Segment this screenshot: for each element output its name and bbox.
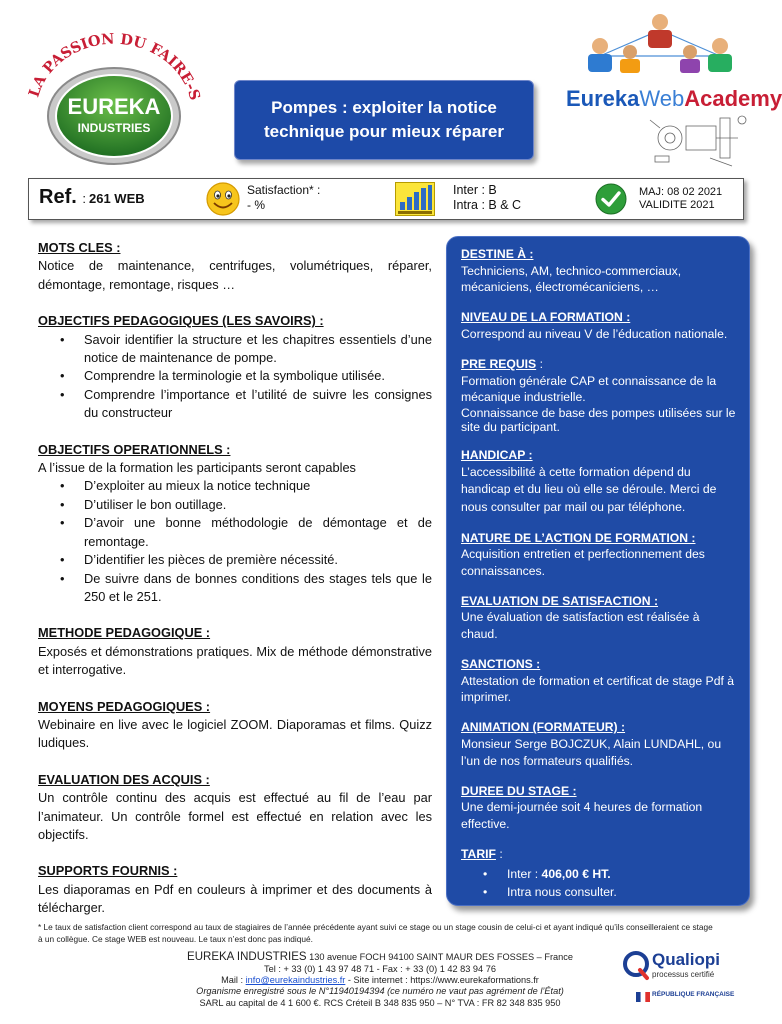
section-text: Une évaluation de satisfaction est réalisée à chaud. [461,610,700,642]
section-heading: DESTINE À : [461,247,534,261]
section-heading: ANIMATION (FORMATEUR) : [461,720,626,735]
section-heading: PRE REQUIS : [461,356,543,371]
section-text: Une demi-journée soit 4 heures de formation effective. [461,800,703,831]
section-prerequis [461,356,737,434]
course-details-right [446,236,750,906]
pump-drawing-icon [650,116,746,166]
checkmark-icon [595,183,627,215]
eureka-web-academy-logo [560,8,782,178]
course-details-left [38,239,432,936]
company-legal: SARL au capital de 4 1 600 €. RCS Créteil B 348 835 950 – N° TVA : FR 82 348 835 950 [199,997,561,1008]
section-text: Correspond au niveau V de l’éducation nationale. [461,326,728,341]
section-text: Les diaporamas en Pdf en couleurs à imprimer et des documents à télécharger. [38,881,432,916]
section-heading: EVALUATION DES ACQUIS : [38,771,210,787]
list-item: • D’utiliser le bon outillage. [38,496,432,514]
smiley-icon [205,181,241,217]
svg-text:EUREKA: EUREKA [67,94,161,119]
list-item: • D’exploiter au mieux la notice technique [38,477,432,495]
section-moyens [38,698,432,753]
section-sanctions [461,656,737,706]
section-text: Un contrôle continu des acquis est effectué au fil de l’eau par l’animateur. Un contrôle formel est effectué en relation avec les objectifs. [38,790,432,842]
section-text: Notice de maintenance, centrifuges, volumétriques, réparer, démontage, remontage, risques … [38,258,432,292]
section-heading: NATURE DE L’ACTION DE FORMATION : [461,530,696,545]
eureka-industries-logo [18,20,208,170]
section-heading: TARIF : [461,846,503,861]
company-address: EUREKA INDUSTRIES 130 avenue FOCH 94100 SAINT MAUR DES FOSSES – France [187,951,573,963]
section-mots-cles [38,239,432,294]
company-registration: Organisme enregistré sous le N°11940194394 (ce numéro ne vaut pas agrément de l’État) [196,986,564,997]
section-nature [461,530,737,580]
ref-value: 261 WEB [89,191,145,206]
section-heading: MOYENS PEDAGOGIQUES : [38,698,211,714]
section-evaluation-acquis [38,771,432,845]
list-item: • Savoir identifier la structure et les chapitres essentiels d’une notice de maintenance de pompe. [38,331,432,368]
list-item: • Intra nous consulter. [461,883,737,901]
section-animation [461,719,737,769]
ref-label: Ref. : [39,186,86,208]
list-item: • Comprendre l’importance et l’utilité de suivre les consignes du constructeur [38,386,432,423]
course-title: Pompes : exploiter la notice technique pour mieux réparer [234,80,534,160]
section-intro: A l’issue de la formation les participants seront capables [38,460,356,476]
section-text: Webinaire en live avec le logiciel ZOOM. Diaporamas et films. Quizz ludiques. [38,716,432,751]
section-heading: OBJECTIFS OPERATIONNELS : [38,441,231,457]
satisfaction-footnote: * Le taux de satisfaction client correspond au taux de stagiaires de l’année précédente ayant suivi ce stage ou un stage cousin de celui-ci et ayant indiqué qu’ils conseilleraient ce stage à un collègue. Ce stage WEB est nouveau. Le taux n’est donc pas indiqué. [38,922,713,944]
section-heading: MOTS CLES : [38,240,121,255]
section-heading: METHODE PEDAGOGIQUE : [38,625,211,641]
section-text: Exposés et démonstrations pratiques. Mix de méthode démonstrative et interrogative. [38,643,432,678]
list-item: • D’avoir une bonne méthodologie de démontage et de remontage. [38,514,432,551]
section-evaluation-satisfaction [461,593,737,643]
section-text: L’accessibilité à cette formation dépend du handicap et du lieu où elle se déroule. Merci de nous consulter par mail ou par téléphone. [461,464,717,514]
svg-text:INDUSTRIES: INDUSTRIES [77,121,151,135]
section-tarif [461,846,737,901]
section-text: Acquisition entretien et perfectionnement des connaissances. [461,547,705,578]
list-item: • De suivre dans de bonnes conditions des stages tels que le 250 et le 251. [38,570,432,607]
section-objectifs-pedagogiques [38,312,432,422]
section-text: Connaissance de base des pompes utilisées sur le site du participant. [461,405,736,434]
update-date: MAJ: 08 02 2021 VALIDITE 2021 [639,186,723,211]
reference-bar [28,178,744,220]
section-heading: SANCTIONS : [461,657,541,672]
section-text: Monsieur Serge BOJCZUK, Alain LUNDAHL, ou l’un de nos formateurs qualifiés. [461,737,722,768]
section-objectifs-operationnels [38,441,432,607]
section-heading: OBJECTIFS PEDAGOGIQUES (LES SAVOIRS) : [38,313,324,329]
people-network-icon [588,14,732,73]
section-text: Attestation de formation et certificat de stage Pdf à imprimer. [461,673,735,705]
section-heading: NIVEAU DE LA FORMATION : [461,310,631,325]
satisfaction-rate: Satisfaction* : - % [247,183,321,212]
french-flag-icon [636,992,650,1002]
level-chart-icon [395,182,435,216]
company-contact: Mail : info@eurekaindustries.fr - Site internet : https://www.eurekaformations.fr [221,975,539,986]
section-text: Techniciens, AM, technico-commerciaux, mécaniciens, électromécaniciens, … [461,263,682,295]
section-destine [461,246,737,296]
section-heading: DUREE DU STAGE : [461,783,577,798]
list-item: • Inter : 406,00 € HT. [461,865,737,883]
section-duree [461,783,737,833]
section-handicap [461,447,737,516]
company-footer [150,950,610,1009]
email-link[interactable]: info@eurekaindustries.fr [245,975,346,986]
svg-text:LA PASSION DU FAIRE-SAVOIR: LA PASSION DU FAIRE-S [25,30,204,103]
section-niveau [461,309,737,342]
section-heading: EVALUATION DE SATISFACTION : [461,593,659,608]
section-methode [38,624,432,679]
list-item: • Comprendre la terminologie et la symbolique utilisée. [38,367,432,385]
section-heading: HANDICAP : [461,448,533,463]
section-supports [38,862,432,917]
section-heading: SUPPORTS FOURNIS : [38,863,178,879]
section-text: Formation générale CAP et connaissance de la mécanique industrielle. [461,373,717,405]
list-item: • D’identifier les pièces de première nécessité. [38,551,432,569]
qualiopi-icon [622,950,650,990]
level-info: Inter : B Intra : B & C [453,183,522,212]
web-academy-brand: EurekaWebAcademy [566,86,782,111]
company-phone: Tel : + 33 (0) 1 43 97 48 71 - Fax : + 33 (0) 1 42 83 94 76 [264,964,496,974]
qualiopi-logo: Qualiopi processus certifié RÉPUBLIQUE FRANÇAISE [622,950,742,1016]
